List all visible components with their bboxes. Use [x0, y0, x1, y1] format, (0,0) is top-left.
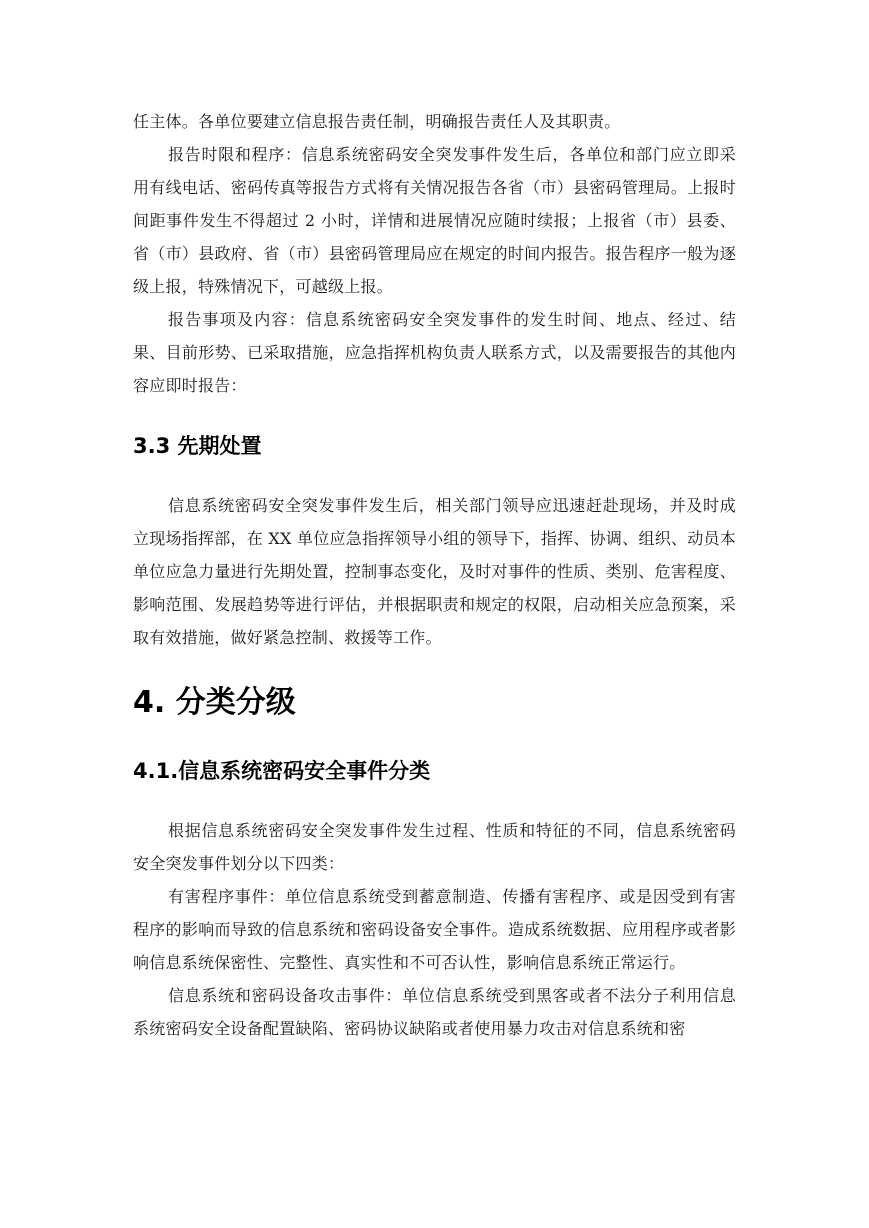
paragraph-initial-response: 信息系统密码安全突发事件发生后，相关部门领导应迅速赶赴现场，并及时成立现场指挥部，在 XX 单位应急指挥领导小组的领导下，指挥、协调、组织、动员本单位应急力量进行先期处置，控制事态变化，及时对事件的性质、类别、危害程度、影响范围、发展趋势等进行评估，并根据职责和规定的权限，启动相关应急预案，采取有效措施，做好紧急控制、救援等工作。: [133, 496, 736, 647]
heading-4: 4. 分类分级: [133, 685, 296, 720]
paragraph-continuation: 任主体。各单位要建立信息报告责任制，明确报告责任人及其职责。: [133, 112, 621, 131]
paragraph-report-items: 报告事项及内容：信息系统密码安全突发事件的发生时间、地点、经过、结果、目前形势、已采取措施，应急指挥机构负责人联系方式，以及需要报告的其他内容应即时报告：: [133, 310, 736, 395]
paragraph-harmful-program: 有害程序事件：单位信息系统受到蓄意制造、传播有害程序、或是因受到有害程序的影响而导致的信息系统和密码设备安全事件。造成系统数据、应用程序或者影响信息系统保密性、完整性、真实性和不可否认性，影响信息系统正常运行。: [133, 887, 736, 972]
heading-3-3: 3.3 先期处置: [133, 434, 262, 458]
heading-4-1: 4.1.信息系统密码安全事件分类: [133, 759, 431, 783]
paragraph-attack-event: 信息系统和密码设备攻击事件：单位信息系统受到黑客或者不法分子利用信息系统密码安全设备配置缺陷、密码协议缺陷或者使用暴力攻击对信息系统和密: [133, 986, 736, 1038]
paragraph-report-time: 报告时限和程序：信息系统密码安全突发事件发生后，各单位和部门应立即采用有线电话、密码传真等报告方式将有关情况报告各省（市）县密码管理局。上报时间距事件发生不得超过 2 小时，详情和进展情况应随时续报；上报省（市）县委、省（市）县政府、省（市）县密码管理局应在规定的时间内报告。报告程序一般为逐级上报，特殊情况下，可越级上报。: [133, 145, 736, 296]
paragraph-classification: 根据信息系统密码安全突发事件发生过程、性质和特征的不同，信息系统密码安全突发事件划分以下四类：: [133, 821, 736, 873]
